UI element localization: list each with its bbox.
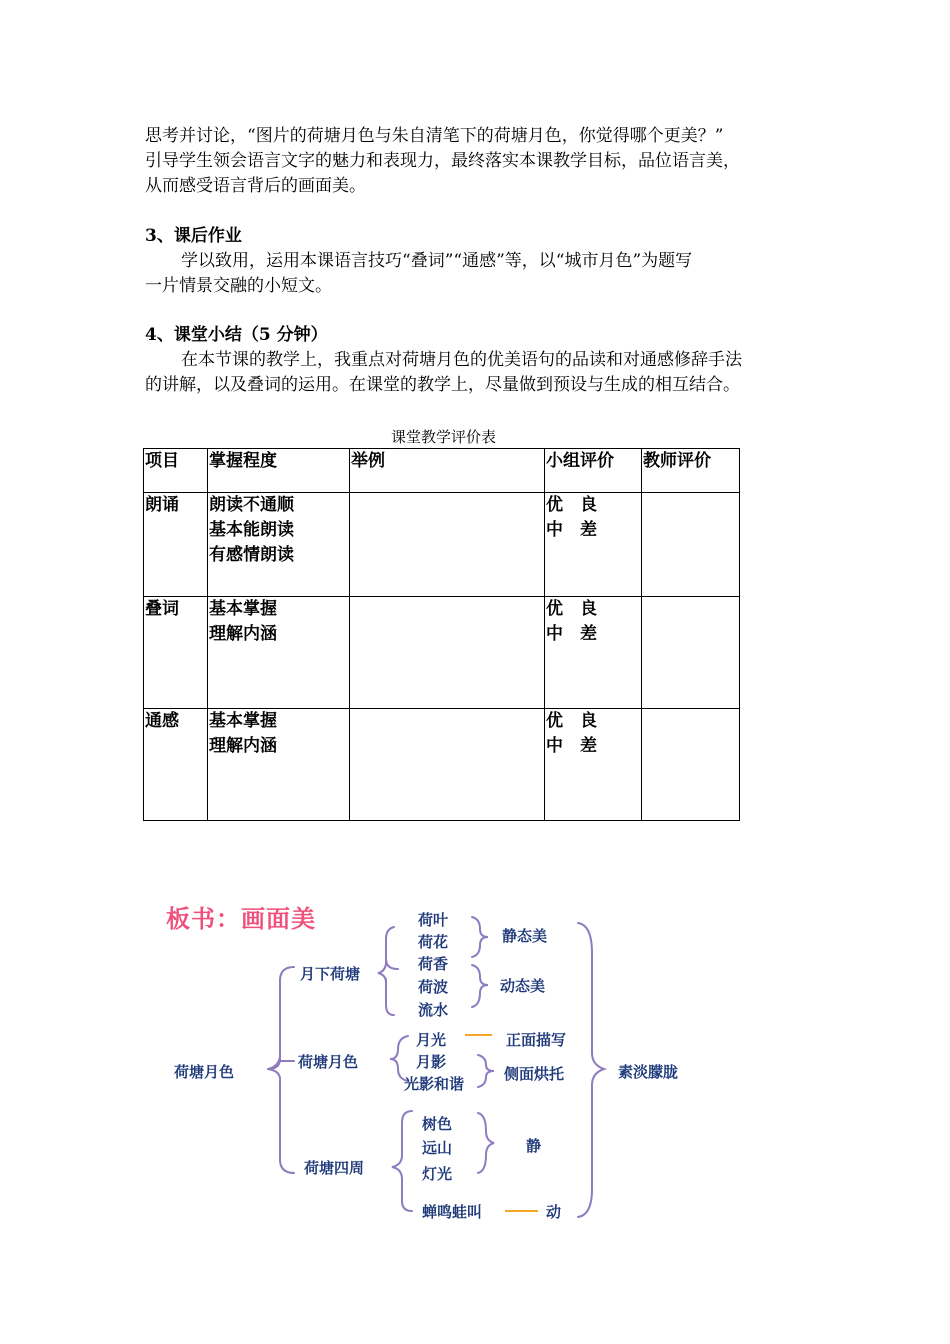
branch1-static-item: 荷花 <box>418 933 449 951</box>
branch2-label: 荷塘月色 <box>298 1053 359 1071</box>
branch1-dynamic-item: 荷香 <box>418 955 449 973</box>
row-item: 朗诵 <box>144 493 208 597</box>
row-group: 优 良 中 差 <box>545 709 642 821</box>
branch1-label: 月下荷塘 <box>300 965 361 983</box>
intro-line: 从而感受语言背后的画面美。 <box>145 176 366 196</box>
section3-line: 一片情景交融的小短文。 <box>145 276 332 296</box>
branch3-still-label: 静 <box>526 1137 542 1155</box>
row-levels: 基本掌握 理解内涵 <box>208 709 350 821</box>
row-example <box>350 597 545 709</box>
intro-line: 引导学生领会语言文字的魅力和表现力，最终落实本课教学目标，品位语言美， <box>145 151 740 171</box>
branch3-still-item: 树色 <box>422 1115 453 1133</box>
header-example: 举例 <box>350 449 545 493</box>
table-row <box>144 493 740 597</box>
table-header-row <box>144 449 740 493</box>
board-title: 板书：画面美 <box>166 905 316 933</box>
row-group: 优 良 中 差 <box>545 597 642 709</box>
branch3-move-label: 动 <box>546 1203 562 1221</box>
section3-line: 学以致用，运用本课语言技巧“叠词”“通感”等，以“城市月色”为题写 <box>181 251 693 271</box>
branch2-direct-label: 正面描写 <box>506 1031 567 1049</box>
row-example <box>350 709 545 821</box>
branch1-dynamic-label: 动态美 <box>500 977 546 995</box>
header-teacher: 教师评价 <box>642 449 740 493</box>
evaluation-table <box>143 448 740 821</box>
branch3-label: 荷塘四周 <box>304 1159 365 1177</box>
section4-line: 在本节课的教学上，我重点对荷塘月色的优美语句的品读和对通感修辞手法 <box>181 350 742 370</box>
table-caption: 课堂教学评价表 <box>390 428 496 446</box>
section4-line: 的讲解，以及叠词的运用。在课堂的教学上，尽量做到预设与生成的相互结合。 <box>145 375 740 395</box>
row-example <box>350 493 545 597</box>
board-conclusion: 素淡朦胧 <box>618 1063 679 1081</box>
table-row <box>144 709 740 821</box>
section3-heading: 3、课后作业 <box>145 226 242 246</box>
branch3-move-item: 蝉鸣蛙叫 <box>422 1203 483 1221</box>
branch1-dynamic-item: 荷波 <box>418 978 449 996</box>
section4-heading: 4、课堂小结（5 分钟） <box>145 325 328 345</box>
branch2-side-item: 月影 <box>416 1053 447 1071</box>
row-levels: 朗读不通顺 基本能朗读 有感情朗读 <box>208 493 350 597</box>
row-levels: 基本掌握 理解内涵 <box>208 597 350 709</box>
section4-paragraph <box>145 348 810 398</box>
row-teacher <box>642 493 740 597</box>
row-teacher <box>642 597 740 709</box>
branch1-static-item: 荷叶 <box>418 911 449 929</box>
row-item: 通感 <box>144 709 208 821</box>
branch2-side-label: 侧面烘托 <box>504 1065 565 1083</box>
board-root: 荷塘月色 <box>174 1063 235 1081</box>
section3-paragraph <box>145 249 810 299</box>
branch1-static-label: 静态美 <box>502 927 548 945</box>
branch1-dynamic-item: 流水 <box>418 1001 449 1019</box>
row-group: 优 良 中 差 <box>545 493 642 597</box>
header-group: 小组评价 <box>545 449 642 493</box>
table-row <box>144 597 740 709</box>
row-teacher <box>642 709 740 821</box>
row-item: 叠词 <box>144 597 208 709</box>
header-item: 项目 <box>144 449 208 493</box>
header-level: 掌握程度 <box>208 449 350 493</box>
intro-line: 思考并讨论，“图片的荷塘月色与朱自清笔下的荷塘月色，你觉得哪个更美？” <box>145 126 724 146</box>
branch3-still-item: 灯光 <box>422 1165 453 1183</box>
intro-paragraph <box>145 124 810 199</box>
board-diagram <box>160 893 720 1233</box>
branch3-still-item: 远山 <box>422 1139 453 1157</box>
branch2-side-item: 光影和谐 <box>404 1075 465 1093</box>
branch2-direct-item: 月光 <box>416 1031 447 1049</box>
